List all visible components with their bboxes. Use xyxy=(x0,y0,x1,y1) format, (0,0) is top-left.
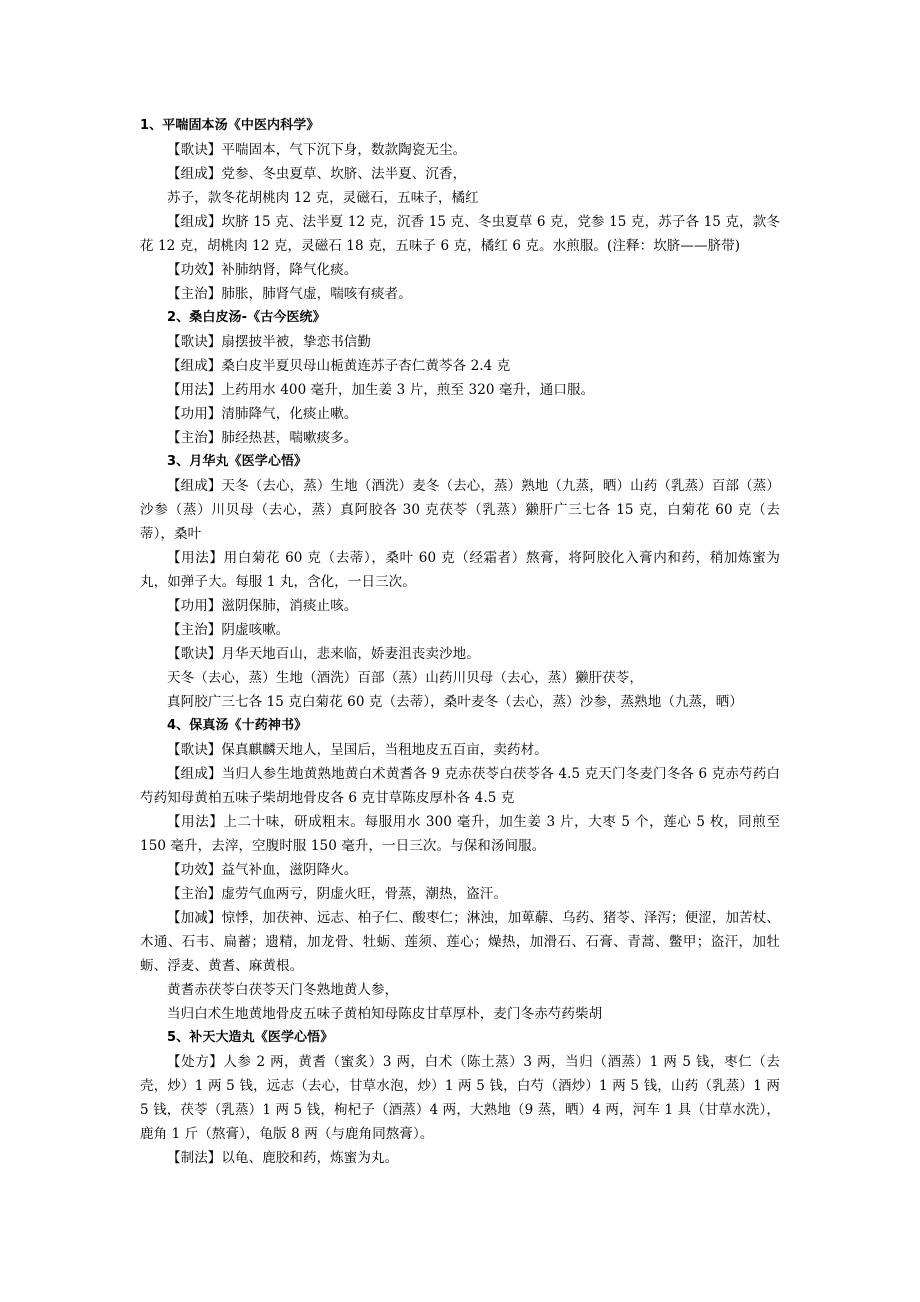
text-line: 【歌诀】扇摆披半被，挚恋书信勤 xyxy=(167,334,371,350)
text-line: 【组成】当归人参生地黄熟地黄白术黄耆各 9 克赤茯苓白茯苓各 4.5 克天门冬麦门冬各 6 克赤芍药白芍药知母黄柏五味子柴胡地骨皮各 6 克甘草陈皮厚朴各 4.5 克 xyxy=(140,766,780,806)
text-line: 【主治】肺经热甚，喘嗽痰多。 xyxy=(167,430,358,446)
text-line: 【歌诀】月华天地百山，悲来临，娇妻沮丧卖沙地。 xyxy=(167,646,480,662)
text-line: 【用法】用白菊花 60 克（去蒂），桑叶 60 克（经霜者）熬膏，将阿胶化入膏内和药，稍加炼蜜为丸，如弹子大。每服 1 丸，含化，一日三次。 xyxy=(140,550,780,590)
text-line: 【组成】坎脐 15 克、法半夏 12 克，沉香 15 克、冬虫夏草 6 克，党参 15 克，苏子各 15 克，款冬花 12 克，胡桃肉 12 克，灵磁石 18 克，五味子 6 克，橘红 6 克。水煎服。(注释：坎脐——脐带) xyxy=(140,214,780,254)
text-line: 【组成】桑白皮半夏贝母山栀黄连苏子杏仁黄芩各 2.4 克 xyxy=(167,358,511,374)
text-line: 【用法】上药用水 400 毫升，加生姜 3 片，煎至 320 毫升，通口服。 xyxy=(167,382,595,398)
text-line: 【主治】虚劳气血两亏，阴虚火旺，骨蒸，潮热，盗汗。 xyxy=(167,886,507,902)
section-heading: 1、平喘固本汤《中医内科学》 xyxy=(140,118,320,133)
text-line: 【处方】人参 2 两，黄耆（蜜炙）3 两，白术（陈土蒸）3 两，当归（酒蒸）1 两 5 钱，枣仁（去壳，炒）1 两 5 钱，远志（去心，甘草水泡，炒）1 两 5 钱，白芍（酒炒）1 两 5 钱，山药（乳蒸）1 两 5 钱，茯苓（乳蒸）1 两 5 钱，枸杞子（酒蒸）4 两，大熟地（9 蒸，晒）4 两，河车 1 具（甘草水洗），鹿角 1 斤（熬膏），龟版 8 两（与鹿角同熬膏）。 xyxy=(140,1054,780,1142)
text-line: 【组成】党参、冬虫夏草、坎脐、法半夏、沉香， xyxy=(167,166,467,182)
text-line: 【用法】上二十味，研成粗末。每服用水 300 毫升，加生姜 3 片，大枣 5 个，莲心 5 枚，同煎至 150 毫升，去滓，空腹时服 150 毫升，一日三次。与保和汤间服。 xyxy=(140,814,780,854)
text-line: 【功用】滋阴保肺，消痰止咳。 xyxy=(167,598,358,614)
text-line: 黄耆赤茯苓白茯苓天门冬熟地黄人参， xyxy=(167,982,399,998)
section-heading: 4、保真汤《十药神书》 xyxy=(167,718,308,733)
section-heading: 5、补天大造丸《医学心悟》 xyxy=(167,1030,334,1045)
section-heading: 3、月华丸《医学心悟》 xyxy=(167,454,308,469)
text-line: 【歌诀】平喘固本，气下沉下身，数款陶瓷无尘。 xyxy=(167,142,467,158)
text-line: 【主治】阴虚咳嗽。 xyxy=(167,622,290,638)
text-line: 【组成】天冬（去心，蒸）生地（酒洗）麦冬（去心，蒸）熟地（九蒸，晒）山药（乳蒸）百部（蒸）沙参（蒸）川贝母（去心，蒸）真阿胶各 30 克茯苓（乳蒸）獭肝广三七各 15 克，白菊花 60 克（去蒂），桑叶 xyxy=(140,478,780,542)
text-line: 天冬（去心，蒸）生地（酒洗）百部（蒸）山药川贝母（去心，蒸）獭肝茯苓， xyxy=(167,670,643,686)
text-line: 【制法】以龟、鹿胶和药，炼蜜为丸。 xyxy=(167,1150,399,1166)
document-page xyxy=(140,114,780,1170)
text-line: 【功用】清肺降气，化痰止嗽。 xyxy=(167,406,358,422)
text-line: 【功效】补肺纳肾，降气化痰。 xyxy=(167,262,358,278)
text-line: 【功效】益气补血，滋阴降火。 xyxy=(167,862,358,878)
text-line: 【主治】肺胀，肺肾气虚，喘咳有痰者。 xyxy=(167,286,412,302)
text-line: 真阿胶广三七各 15 克白菊花 60 克（去蒂），桑叶麦冬（去心，蒸）沙参，蒸熟地（九蒸，晒） xyxy=(167,694,743,710)
text-line: 当归白术生地黄地骨皮五味子黄柏知母陈皮甘草厚朴，麦门冬赤芍药柴胡 xyxy=(167,1006,603,1022)
text-line: 【歌诀】保真麒麟天地人，呈国后，当租地皮五百亩，卖药材。 xyxy=(167,742,548,758)
section-heading: 2、桑白皮汤-《古今医统》 xyxy=(167,310,326,325)
text-line: 【加减】惊悸，加茯神、远志、柏子仁、酸枣仁；淋浊，加萆薢、乌药、猪苓、泽泻；便涩，加苦杖、木通、石韦、扁蓄；遗精，加龙骨、牡蛎、莲须、莲心；燥热，加滑石、石膏、青蒿、鳖甲；盗汗，加牡蛎、浮麦、黄耆、麻黄根。 xyxy=(140,910,780,974)
text-line: 苏子，款冬花胡桃肉 12 克，灵磁石，五味子，橘红 xyxy=(167,190,479,206)
